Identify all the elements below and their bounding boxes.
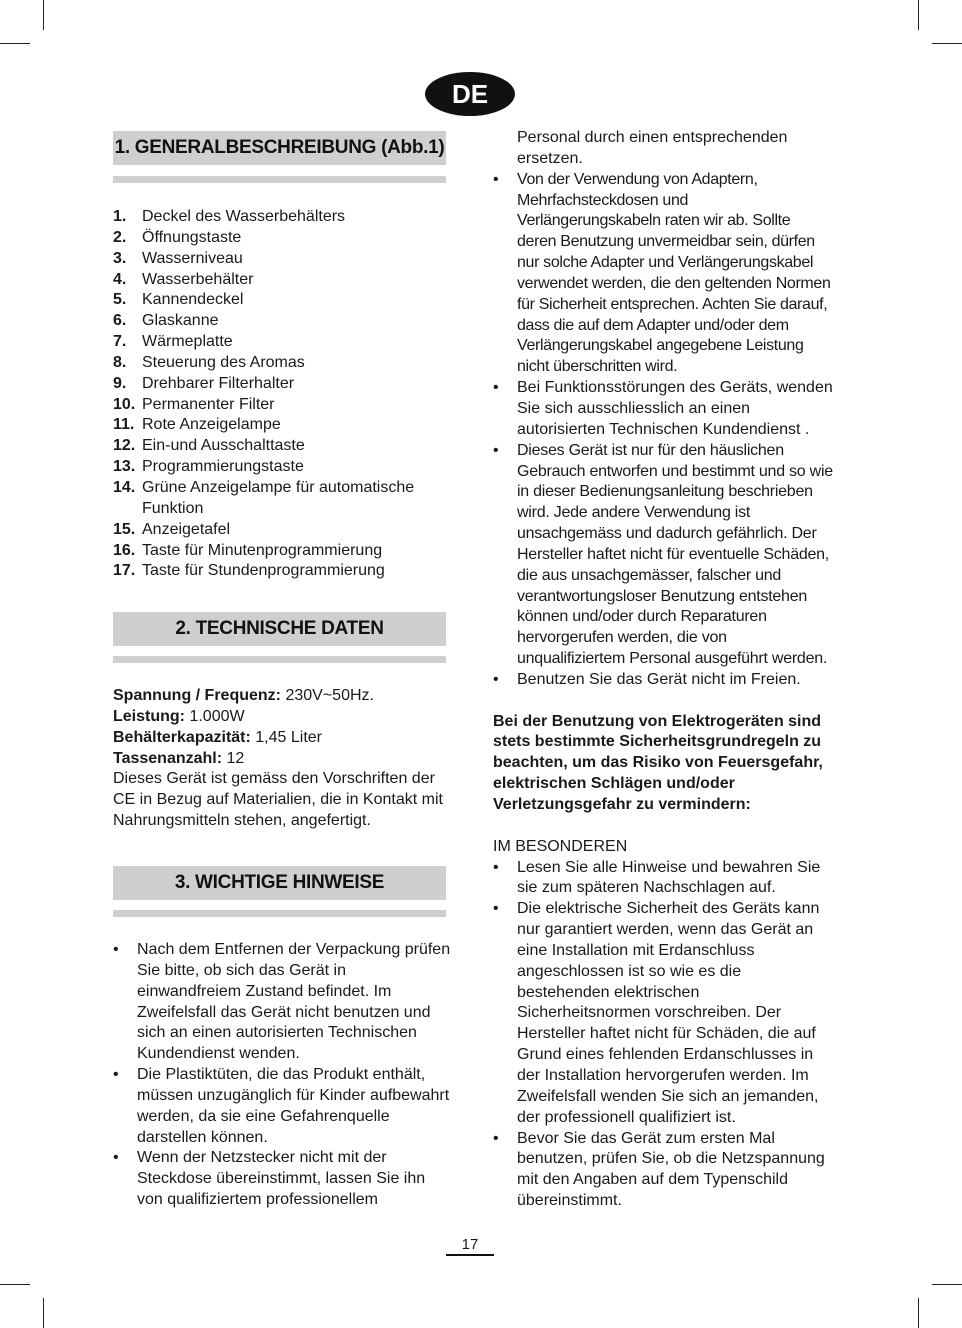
item-number: 2. [113,228,127,246]
item-label: Grüne Anzeigelampe für automatische Funktion [142,478,415,517]
item-number: 6. [113,312,127,330]
list-item [113,311,453,332]
list-item [113,520,453,541]
item-number: 17. [113,562,136,580]
item-number: 7. [113,333,127,351]
list-item: • Die Plastiktüten, die das Produkt enthält, müssen unzugänglich für Kinder aufbewahrt werden, da sie eine Gefahrenquelle darstellen können. [113,1065,453,1148]
list-item: • Nach dem Entfernen der Verpackung prüfen Sie bitte, ob sich das Gerät in einwandfreiem Zustand befindet. Im Zweifelsfall das Gerät nicht benutzen und sich an einen autorisierten Technischen Kundendienst wenden. [113,940,453,1065]
item-number: 16. [113,541,136,559]
item-label: Programmierungstaste [142,458,304,476]
list-item [113,541,453,562]
crop-mark [43,0,44,30]
list-item: • Von der Verwendung von Adaptern, Mehrfachsteckdosen und Verlängerungskabeln raten wir ab. Sollte deren Benutzung unvermeidbar sein, dürfen nur solche Adapter und Verlängerungskabel verwendet werden, die den geltenden Normen für Sicherheit entsprechen. Achten Sie darauf, dass die auf dem Adapter und/oder dem Verlängerungskabel angegebene Leistung nicht überschritten wird. [493,170,833,378]
section-1-divider [113,176,446,183]
item-label: Wasserniveau [142,249,243,267]
item-label: Deckel des Wasserbehälters [142,208,346,225]
item-number: 11. [113,416,135,434]
item-label: Anzeigetafel [142,520,231,538]
list-item: • Bei Funktionsstörungen des Geräts, wenden Sie sich ausschliesslich an einen autorisierten Technischen Kundendienst . [493,378,833,441]
special-warnings-list [493,858,833,1212]
item-label: Wärmeplatte [142,333,233,351]
spec-row: Spannung / Frequenz: 230V~50Hz. [113,687,374,704]
list-item [113,270,453,291]
safety-intro: Bei der Benutzung von Elektrogeräten sind stets bestimmte Sicherheitsgrundregeln zu beachten, um das Risiko von Feuersgefahr, elektrischen Schlägen und/oder Verletzungsgefahr zu vermindern: [493,712,823,813]
list-item [113,228,453,249]
crop-mark [932,43,962,44]
spec-row: Behälterkapazität: 1,45 Liter [113,728,322,746]
item-label: Drehbarer Filterhalter [142,374,295,392]
item-number: 14. [113,478,136,496]
crop-mark [918,0,919,30]
item-number: 10. [113,395,136,413]
item-number: 8. [113,353,127,371]
spec-row: Tassenanzahl: 12 [113,749,245,767]
item-number: 3. [113,249,127,267]
left-warnings-list [113,940,453,1211]
item-label: Kannendeckel [142,291,244,309]
list-item: • Dieses Gerät ist nur für den häuslichen Gebrauch entworfen und bestimmt und so wie in dieser Bedienungsanleitung beschrieben wird. Jede andere Verwendung ist unsachgemäss und dadurch gefährlich. Der Hersteller haftet nicht für eventuelle Schäden, die aus unsachgemässer, falscher und verantwortungsloser Benutzung entstehen können und/oder durch Reparaturen hervorgerufen werden, die von unqualifiziertem Personal ausgeführt werden. [493,441,833,670]
list-item: • Wenn der Netzstecker nicht mit der Steckdose übereinstimmt, lassen Sie ihn von qualifiziertem professionellem [113,1148,453,1211]
item-label: Ein-und Ausschalttaste [142,437,305,455]
list-item: • Die elektrische Sicherheit des Geräts kann nur garantiert werden, wenn das Gerät an eine Installation mit Erdanschluss angeschlossen ist so wie es die bestehenden elektrischen Sicherheitsnormen vorschreiben. Der Hersteller haftet nicht für Schäden, die auf Grund eines fehlenden Erdanschlusses in der Installation hervorgerufen werden. Im Zweifelsfall wenden Sie sich an jemanden, der professionell qualifiziert ist. [493,899,833,1128]
section-3-divider [113,910,446,917]
list-item: • Benutzen Sie das Gerät nicht im Freien. [493,670,833,691]
list-item [113,395,453,416]
crop-mark [932,1284,962,1285]
list-item [113,436,453,457]
item-label: Öffnungstaste [142,228,242,246]
list-item [113,561,453,582]
page-number: 17 [461,1236,479,1253]
item-label: Rote Anzeigelampe [142,416,281,434]
spec-row: Leistung: 1.000W [113,707,245,725]
item-number: 5. [113,291,127,309]
language-badge: DE [425,72,515,116]
list-item [113,353,453,374]
section-2-divider [113,656,446,663]
crop-mark [918,1298,919,1328]
list-item [113,374,453,395]
right-column [493,128,833,1212]
item-label: Taste für Minutenprogrammierung [142,541,383,559]
item-label: Glaskanne [142,312,219,330]
list-item [113,207,453,228]
continued-text: Personal durch einen entsprechenden ersetzen. [517,129,788,167]
technical-data [113,686,453,832]
list-item [113,478,453,520]
subheading: IM BESONDEREN [493,837,628,855]
item-number: 4. [113,270,127,288]
parts-list [113,207,453,582]
list-item [113,415,453,436]
crop-mark [0,1284,30,1285]
list-item [113,249,453,270]
crop-mark [43,1298,44,1328]
item-label: Permanenter Filter [142,395,275,413]
item-number: 1. [113,208,127,225]
section-3-title: 3. WICHTIGE HINWEISE [113,866,446,900]
page-number-rule [446,1254,494,1256]
list-item [113,457,453,478]
item-label: Steuerung des Aromas [142,353,305,371]
list-item: • Lesen Sie alle Hinweise und bewahren Sie sie zum späteren Nachschlagen auf. [493,858,833,900]
item-number: 15. [113,520,136,538]
section-2-title: 2. TECHNISCHE DATEN [113,612,446,646]
list-item [113,290,453,311]
item-number: 12. [113,437,136,455]
item-label: Taste für Stundenprogrammierung [142,562,385,580]
section-1-title: 1. GENERALBESCHREIBUNG (Abb.1) [113,131,446,165]
right-warnings-list [493,170,833,691]
list-item: • Bevor Sie das Gerät zum ersten Mal benutzen, prüfen Sie, ob die Netzspannung mit den Angaben auf dem Typenschild übereinstimmt. [493,1129,833,1212]
item-number: 9. [113,374,127,392]
crop-mark [0,43,30,44]
item-number: 13. [113,458,136,476]
item-label: Wasserbehälter [142,270,254,288]
ce-note: Dieses Gerät ist gemäss den Vorschriften der CE in Bezug auf Materialien, die in Kontakt mit Nahrungsmitteln stehen, angefertigt. [113,770,443,830]
list-item [113,332,453,353]
